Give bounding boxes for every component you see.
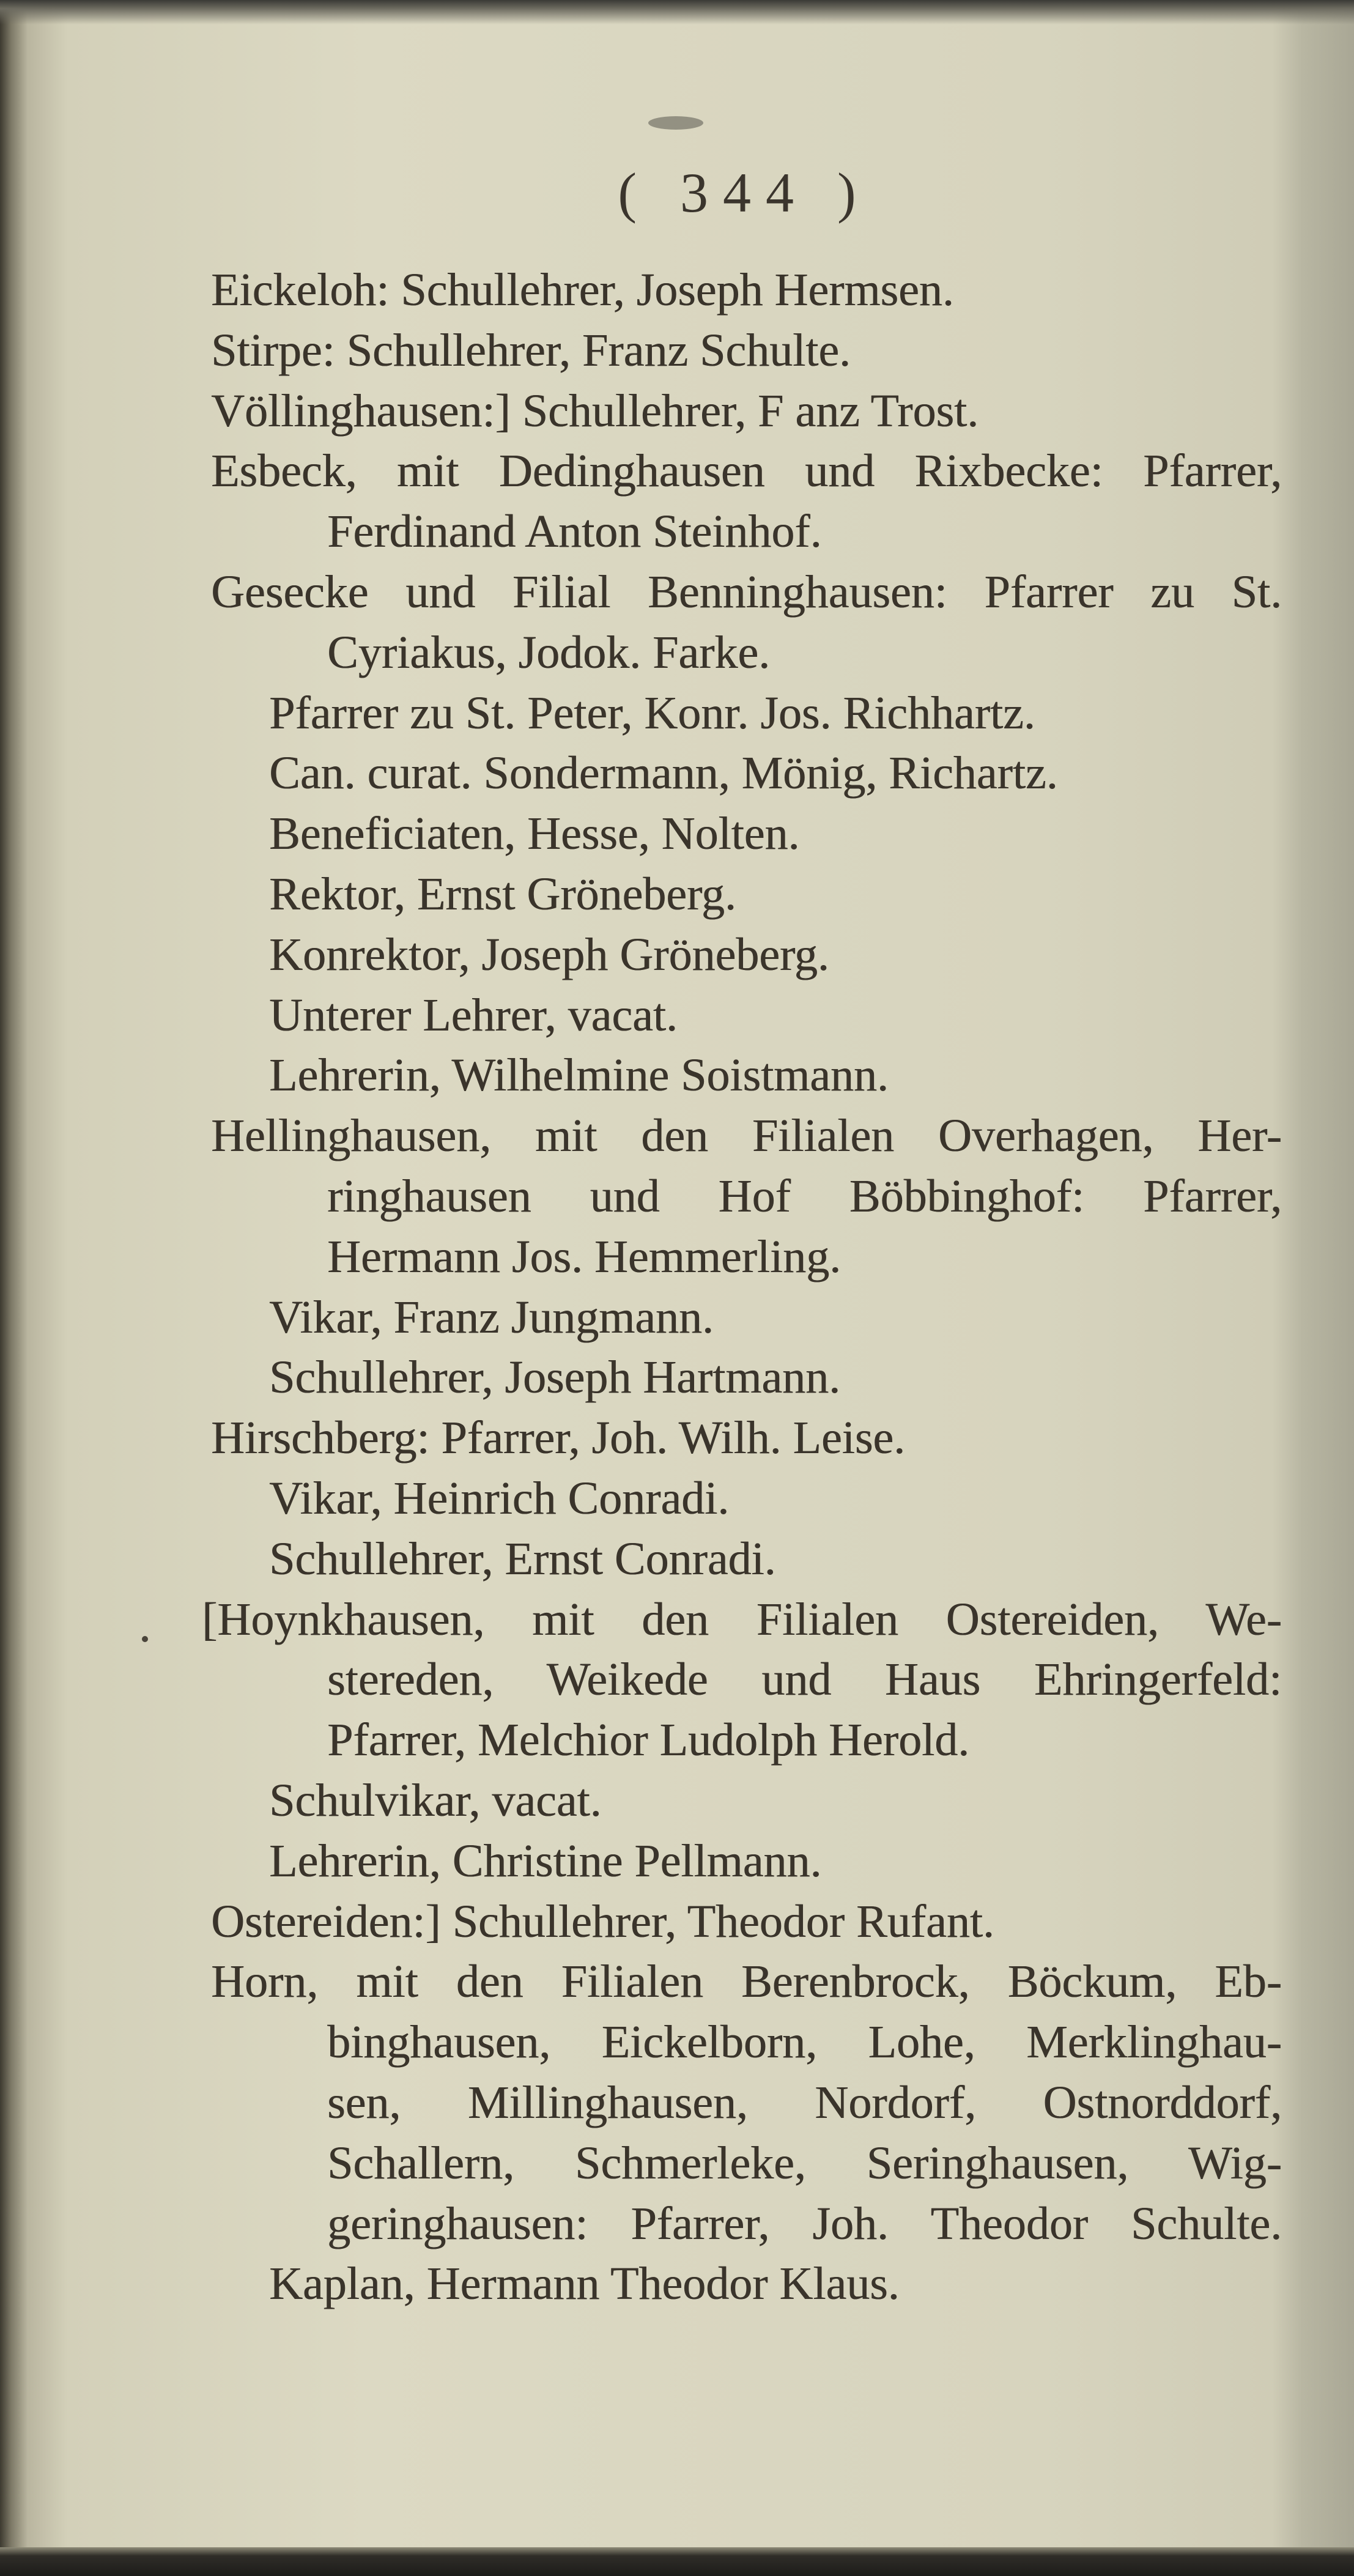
text-line: Hermann Jos. Hemmerling.	[327, 1231, 842, 1282]
text-line: geringhausen: Pfarrer, Joh. Theodor Schulte.	[327, 2197, 1282, 2249]
bottom-edge-shadow	[0, 2547, 1354, 2576]
text-line: Pfarrer zu St. Peter, Konr. Jos. Richhartz.	[269, 687, 1035, 739]
text-line: [Hoynkhausen, mit den Filialen Ostereiden, We-	[202, 1593, 1282, 1645]
text-line: Stirpe: Schullehrer, Franz Schulte.	[211, 324, 851, 376]
text-line: Vikar, Heinrich Conradi.	[269, 1473, 730, 1524]
text-line: Lehrerin, Wilhelmine Soistmann.	[269, 1049, 889, 1101]
text-line: Esbeck, mit Dedinghausen und Rixbecke: Pfarrer,	[211, 445, 1282, 497]
text-line: Gesecke und Filial Benninghausen: Pfarrer zu St.	[211, 566, 1282, 618]
page-number: ( 344 )	[618, 161, 871, 224]
text-line: ringhausen und Hof Böbbinghof: Pfarrer,	[327, 1171, 1282, 1222]
text-line: Ferdinand Anton Steinhof.	[327, 506, 822, 558]
text-line: Vikar, Franz Jungmann.	[269, 1291, 714, 1343]
ink-smudge	[648, 116, 703, 130]
text-line: Konrektor, Joseph Gröneberg.	[269, 928, 829, 980]
text-line: Eickeloh: Schullehrer, Joseph Hermsen.	[211, 264, 954, 316]
text-line: Schullehrer, Joseph Hartmann.	[269, 1352, 841, 1404]
text-line: sen, Millinghausen, Nordorf, Ostnorddorf,	[327, 2077, 1282, 2128]
text-line: Beneficiaten, Hesse, Nolten.	[269, 808, 800, 860]
text-line: Hirschberg: Pfarrer, Joh. Wilh. Leise.	[211, 1412, 906, 1464]
text-line: Schullehrer, Ernst Conradi.	[269, 1533, 776, 1585]
text-line: stereden, Weikede und Haus Ehringerfeld:	[327, 1654, 1282, 1706]
text-line: Can. curat. Sondermann, Mönig, Richartz.	[269, 747, 1058, 799]
text-line: binghausen, Eickelborn, Lohe, Merklinghau-	[327, 2016, 1282, 2068]
text-line: Horn, mit den Filialen Berenbrock, Böckum, Eb-	[211, 1956, 1282, 2008]
text-line: Unterer Lehrer, vacat.	[269, 989, 678, 1041]
text-line: Lehrerin, Christine Pellmann.	[269, 1835, 822, 1887]
text-line: Kaplan, Hermann Theodor Klaus.	[269, 2258, 900, 2310]
top-edge-shadow	[0, 0, 1354, 24]
text-line: Pfarrer, Melchior Ludolph Herold.	[327, 1714, 970, 1766]
text-line: Ostereiden:] Schullehrer, Theodor Rufant.	[211, 1895, 994, 1947]
text-line: Rektor, Ernst Gröneberg.	[269, 868, 736, 920]
text-line: Schallern, Schmerleke, Seringhausen, Wig-	[327, 2137, 1282, 2189]
text-line: Cyriakus, Jodok. Farke.	[327, 626, 771, 678]
text-line: Schulvikar, vacat.	[269, 1775, 602, 1826]
stray-mark	[142, 1636, 148, 1642]
text-line: Völlinghausen:] Schullehrer, F anz Trost.	[211, 385, 979, 437]
text-line: Hellinghausen, mit den Filialen Overhagen, Her-	[211, 1110, 1282, 1162]
